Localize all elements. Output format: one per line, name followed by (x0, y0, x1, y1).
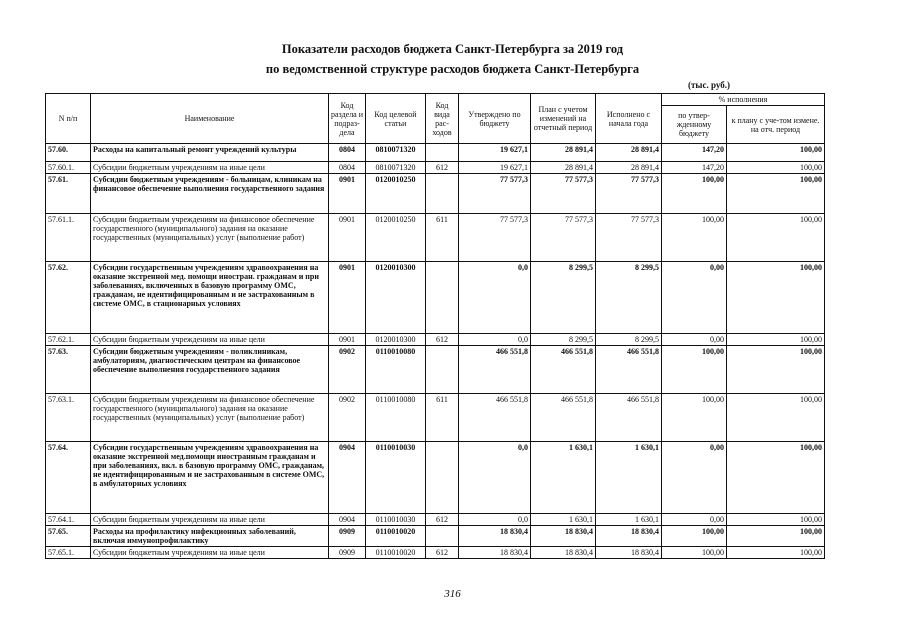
row-approved: 19 627,1 (459, 162, 531, 174)
row-name: Расходы на капитальный ремонт учреждений культуры (91, 144, 329, 162)
row-approved: 466 551,8 (459, 394, 531, 442)
row-approved: 77 577,3 (459, 214, 531, 262)
row-name: Субсидии бюджетным учреждениям на иные цели (91, 514, 329, 526)
row-pct-budget: 0,00 (662, 334, 727, 346)
row-plan: 466 551,8 (531, 346, 596, 394)
table-row (46, 346, 825, 394)
row-razdel: 0909 (329, 547, 366, 559)
row-done: 1 630,1 (596, 514, 662, 526)
row-razdel: 0901 (329, 214, 366, 262)
row-number: 57.65. (46, 526, 91, 547)
row-done: 8 299,5 (596, 334, 662, 346)
row-razdel: 0901 (329, 174, 366, 214)
row-approved: 0,0 (459, 514, 531, 526)
row-razdel: 0904 (329, 514, 366, 526)
row-csr: 0110010020 (366, 526, 426, 547)
row-done: 77 577,3 (596, 214, 662, 262)
row-done: 18 830,4 (596, 526, 662, 547)
header-pct-budget: по утвер-жденному бюджету (662, 106, 727, 144)
row-pct-plan: 100,00 (727, 442, 825, 514)
row-pct-plan: 100,00 (727, 334, 825, 346)
row-done: 77 577,3 (596, 174, 662, 214)
row-plan: 18 830,4 (531, 547, 596, 559)
row-csr: 0110010030 (366, 442, 426, 514)
row-pct-plan: 100,00 (727, 547, 825, 559)
row-plan: 8 299,5 (531, 262, 596, 334)
table-row (46, 174, 825, 214)
header-approved: Утверждено по бюджету (459, 94, 531, 144)
row-csr: 0120010300 (366, 334, 426, 346)
row-pct-budget: 100,00 (662, 174, 727, 214)
row-csr: 0120010250 (366, 214, 426, 262)
table-row (46, 442, 825, 514)
header-pct: % исполнения (662, 94, 825, 106)
row-name: Субсидии бюджетным учреждениям на финансовое обеспечение государственного (муниципального) задания на оказание государственных (муниципальных) услуг (выполнение работ) (91, 394, 329, 442)
row-number: 57.63. (46, 346, 91, 394)
row-razdel: 0901 (329, 262, 366, 334)
row-done: 28 891,4 (596, 162, 662, 174)
row-vr (426, 442, 459, 514)
row-razdel: 0804 (329, 162, 366, 174)
table-row (46, 144, 825, 162)
row-razdel: 0909 (329, 526, 366, 547)
row-pct-budget: 100,00 (662, 346, 727, 394)
row-razdel: 0804 (329, 144, 366, 162)
row-csr: 0810071320 (366, 144, 426, 162)
row-plan: 1 630,1 (531, 514, 596, 526)
table-row (46, 262, 825, 334)
header-pct-plan: к плану с уче-том измене. на отч. период (727, 106, 825, 144)
table-row (46, 334, 825, 346)
row-pct-plan: 100,00 (727, 214, 825, 262)
row-vr (426, 526, 459, 547)
row-csr: 0110010030 (366, 514, 426, 526)
row-plan: 77 577,3 (531, 214, 596, 262)
row-plan: 28 891,4 (531, 144, 596, 162)
table-row (46, 394, 825, 442)
row-name: Субсидии бюджетным учреждениям на иные цели (91, 547, 329, 559)
row-name: Субсидии бюджетным учреждениям на иные цели (91, 162, 329, 174)
row-done: 28 891,4 (596, 144, 662, 162)
row-pct-plan: 100,00 (727, 174, 825, 214)
row-pct-plan: 100,00 (727, 262, 825, 334)
row-csr: 0810071320 (366, 162, 426, 174)
row-pct-plan: 100,00 (727, 514, 825, 526)
row-plan: 77 577,3 (531, 174, 596, 214)
row-done: 466 551,8 (596, 394, 662, 442)
row-csr: 0120010250 (366, 174, 426, 214)
row-pct-budget: 147,20 (662, 162, 727, 174)
row-done: 18 830,4 (596, 547, 662, 559)
row-razdel: 0902 (329, 346, 366, 394)
row-number: 57.63.1. (46, 394, 91, 442)
row-pct-budget: 0,00 (662, 442, 727, 514)
unit-label: (тыс. руб.) (688, 80, 730, 90)
row-number: 57.65.1. (46, 547, 91, 559)
row-plan: 466 551,8 (531, 394, 596, 442)
table-row (46, 514, 825, 526)
row-approved: 19 627,1 (459, 144, 531, 162)
row-number: 57.64. (46, 442, 91, 514)
row-name: Субсидии бюджетным учреждениям - поликлиникам, амбулаториям, диагностическим центрам на финансовое обеспечение выполнения государственного задания (91, 346, 329, 394)
row-pct-budget: 100,00 (662, 526, 727, 547)
row-name: Субсидии бюджетным учреждениям на иные цели (91, 334, 329, 346)
row-razdel: 0901 (329, 334, 366, 346)
row-vr: 612 (426, 514, 459, 526)
row-csr: 0110010020 (366, 547, 426, 559)
row-csr: 0110010080 (366, 346, 426, 394)
row-name: Расходы на профилактику инфекционных заболеваний, включая иммунопрофилактику (91, 526, 329, 547)
header-done: Исполнено с начала года (596, 94, 662, 144)
row-approved: 77 577,3 (459, 174, 531, 214)
table-row (46, 547, 825, 559)
row-csr: 0110010080 (366, 394, 426, 442)
report-subtitle: по ведомственной структуре расходов бюджета Санкт-Петербурга (265, 62, 640, 76)
row-approved: 18 830,4 (459, 526, 531, 547)
row-pct-budget: 0,00 (662, 262, 727, 334)
row-pct-budget: 100,00 (662, 547, 727, 559)
row-vr: 612 (426, 547, 459, 559)
row-done: 466 551,8 (596, 346, 662, 394)
table-row (46, 214, 825, 262)
row-name: Субсидии государственным учреждениям здравоохранения на оказание экстренной мед. помощи иностран. гражданам и при заболеваниях, включенных в базовую программу ОМС, гражданам, не идентифицированным и не застрахованным в системе ОМС, в стационарных условиях (91, 262, 329, 334)
table-row (46, 526, 825, 547)
header-vr: Код вида рас-ходов (426, 94, 459, 144)
row-approved: 18 830,4 (459, 547, 531, 559)
row-name: Субсидии бюджетным учреждениям на финансовое обеспечение государственного (муниципального) задания на оказание государственных (муниципальных) услуг (выполнение работ) (91, 214, 329, 262)
row-plan: 1 630,1 (531, 442, 596, 514)
row-csr: 0120010300 (366, 262, 426, 334)
row-number: 57.60.1. (46, 162, 91, 174)
row-done: 8 299,5 (596, 262, 662, 334)
header-razdel: Код раздела и подраз-дела (329, 94, 366, 144)
row-pct-plan: 100,00 (727, 144, 825, 162)
header-num: N п/п (46, 94, 91, 144)
row-plan: 28 891,4 (531, 162, 596, 174)
row-pct-plan: 100,00 (727, 526, 825, 547)
row-number: 57.60. (46, 144, 91, 162)
row-number: 57.64.1. (46, 514, 91, 526)
row-vr (426, 144, 459, 162)
header-name: Наименование (91, 94, 329, 144)
row-approved: 466 551,8 (459, 346, 531, 394)
row-number: 57.62. (46, 262, 91, 334)
header-csr: Код целевой статьи (366, 94, 426, 144)
row-number: 57.61. (46, 174, 91, 214)
row-vr (426, 346, 459, 394)
row-number: 57.62.1. (46, 334, 91, 346)
row-pct-budget: 0,00 (662, 514, 727, 526)
row-pct-plan: 100,00 (727, 346, 825, 394)
row-vr (426, 262, 459, 334)
row-plan: 18 830,4 (531, 526, 596, 547)
row-vr: 612 (426, 334, 459, 346)
row-pct-budget: 147,20 (662, 144, 727, 162)
row-approved: 0,0 (459, 442, 531, 514)
row-pct-budget: 100,00 (662, 394, 727, 442)
row-plan: 8 299,5 (531, 334, 596, 346)
row-pct-plan: 100,00 (727, 394, 825, 442)
row-vr: 611 (426, 214, 459, 262)
row-razdel: 0904 (329, 442, 366, 514)
expenditure-table (45, 93, 825, 559)
row-pct-budget: 100,00 (662, 214, 727, 262)
row-vr: 611 (426, 394, 459, 442)
page-number: 316 (444, 588, 461, 600)
row-razdel: 0902 (329, 394, 366, 442)
row-approved: 0,0 (459, 262, 531, 334)
row-pct-plan: 100,00 (727, 162, 825, 174)
table-row (46, 162, 825, 174)
row-done: 1 630,1 (596, 442, 662, 514)
row-name: Субсидии бюджетным учреждениям - больницам, клиникам на финансовое обеспечение выполнения государственного задания (91, 174, 329, 214)
row-number: 57.61.1. (46, 214, 91, 262)
header-plan: План с учетом изменений на отчетный период (531, 94, 596, 144)
report-title: Показатели расходов бюджета Санкт-Петербурга за 2019 год (281, 42, 624, 56)
row-approved: 0,0 (459, 334, 531, 346)
row-vr: 612 (426, 162, 459, 174)
row-vr (426, 174, 459, 214)
row-name: Субсидии государственным учреждениям здравоохранения на оказание экстренной мед.помощи иностранным гражданам и при заболеваниях, вкл. в базовую программу ОМС, гражданам, не идентифицированным и не застрахованным в системе ОМС, в амбулаторных условиях (91, 442, 329, 514)
